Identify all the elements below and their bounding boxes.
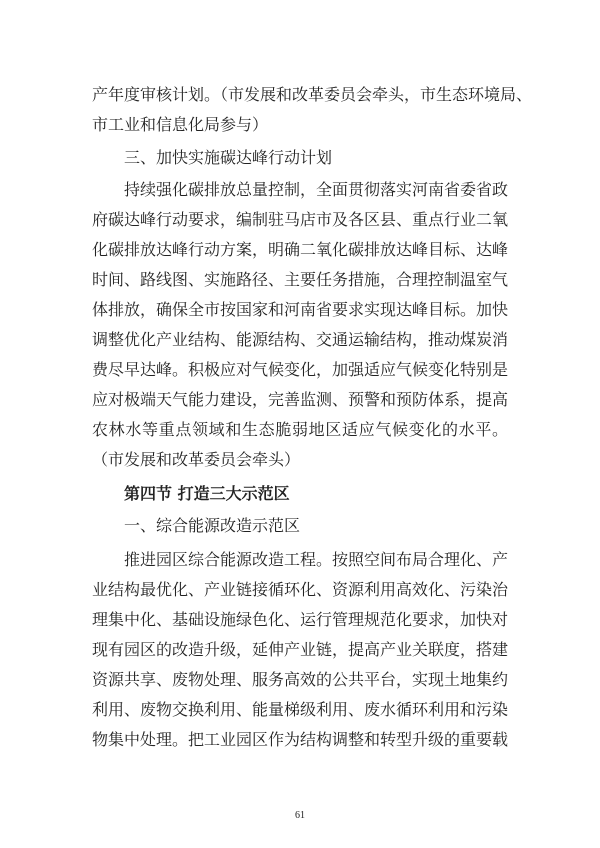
- body-text-line: （市发展和改革委员会牵头）: [92, 450, 301, 469]
- section-heading: 三、加快实施碳达峰行动计划: [124, 148, 333, 167]
- body-text-line: 市工业和信息化局参与）: [92, 115, 269, 134]
- body-text-line: 业结构最优化、产业链接循环化、资源利用高效化、污染治: [92, 580, 509, 599]
- body-text-line: 农林水等重点领域和生态脆弱地区适应气候变化的水平。: [92, 420, 508, 439]
- body-text-line: 推进园区综合能源改造工程。按照空间布局合理化、产: [124, 550, 509, 569]
- body-text-line: 理集中化、基础设施绿色化、运行管理规范化要求，加快对: [92, 610, 509, 629]
- body-text-line: 资源共享、废物处理、服务高效的公共平台，实现土地集约: [92, 670, 509, 689]
- subsection-heading: 一、综合能源改造示范区: [124, 516, 301, 535]
- body-text-line: 持续强化碳排放总量控制，全面贯彻落实河南省委省政: [124, 180, 509, 199]
- body-text-line: 府碳达峰行动要求，编制驻马店市及各区县、重点行业二氧: [92, 210, 509, 229]
- body-text-line: 现有园区的改造升级，延伸产业链，提高产业关联度，搭建: [92, 640, 509, 659]
- body-text-line: 物集中处理。把工业园区作为结构调整和转型升级的重要载: [92, 730, 509, 749]
- body-text-line: 时间、路线图、实施路径、主要任务措施，合理控制温室气: [92, 270, 509, 289]
- body-text-line: 产年度审核计划。（市发展和改革委员会牵头，市生态环境局、: [92, 85, 533, 104]
- body-text-line: 利用、废物交换利用、能量梯级利用、废水循环利用和污染: [92, 700, 509, 719]
- body-text-line: 应对极端天气能力建设，完善监测、预警和预防体系，提高: [92, 390, 509, 409]
- body-text-line: 化碳排放达峰行动方案，明确二氧化碳排放达峰目标、达峰: [92, 240, 509, 259]
- body-text-line: 体排放，确保全市按国家和河南省要求实现达峰目标。加快: [92, 300, 509, 319]
- chapter-section-heading: 第四节 打造三大示范区: [124, 484, 290, 503]
- body-text-line: 费尽早达峰。积极应对气候变化，加强适应气候变化特别是: [92, 360, 509, 379]
- page-number: 61: [295, 810, 305, 821]
- body-text-line: 调整优化产业结构、能源结构、交通运输结构，推动煤炭消: [92, 330, 509, 349]
